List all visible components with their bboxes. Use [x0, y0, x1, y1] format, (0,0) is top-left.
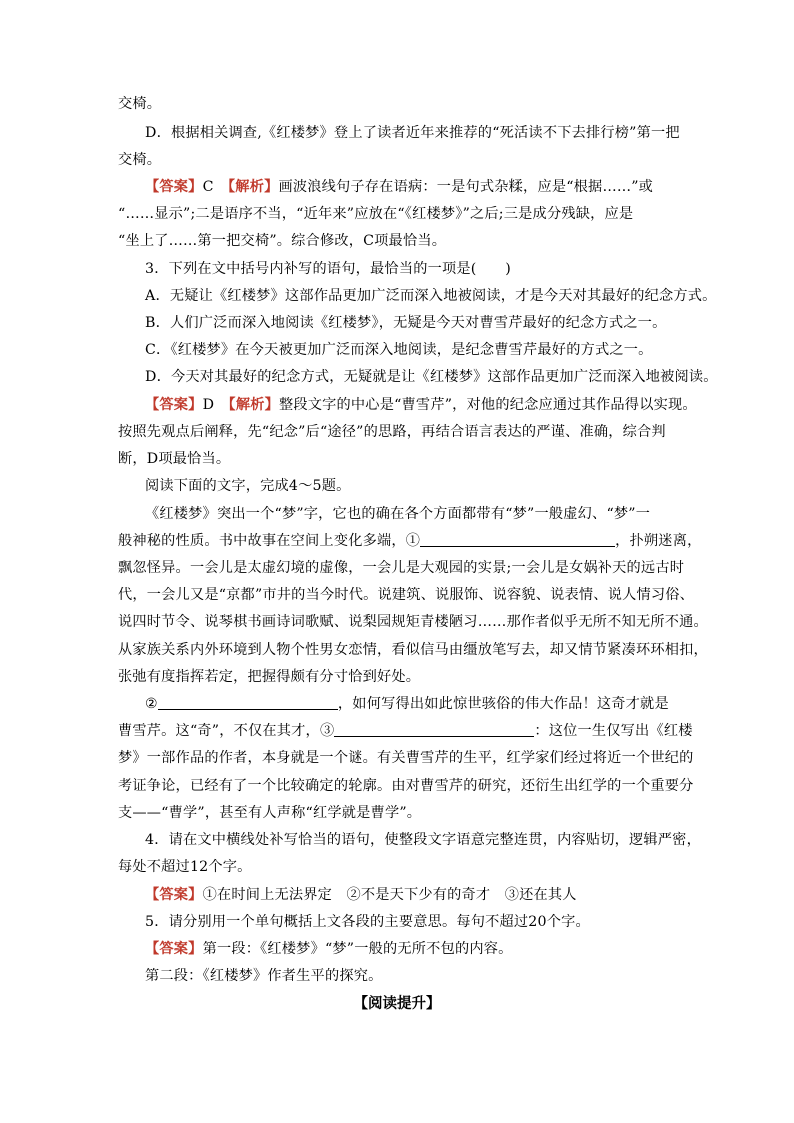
- answer-letter: C: [202, 179, 229, 195]
- blank-1[interactable]: [420, 532, 615, 547]
- answer-tag: 【答案】: [145, 179, 203, 195]
- question-4: 4．请在文中横线处补写恰当的语句，使整段文字语意完整连贯，内容贴切，逻辑严密，: [145, 832, 701, 848]
- text-line: 断，D项最恰当。: [118, 451, 231, 467]
- passage-line: 说四时节令、说琴棋书画诗词歌赋、说梨园规矩青楼陋习……那作者似乎无所不知无所不通。: [118, 614, 708, 630]
- passage-line: 代，一会儿又是“京都”市井的当今时代。说建筑、说服饰、说容貌、说表情、说人情习俗、: [118, 587, 695, 603]
- answer-5: [145, 939, 715, 959]
- passage-text: ：这位一生仅写出《红楼: [534, 723, 693, 739]
- answer-4: [145, 885, 715, 905]
- option-b: B．人们广泛而深入地阅读《红楼梦》，无疑是今天对曹雪芹最好的纪念方式之一。: [145, 315, 667, 331]
- passage-line: 飘忽怪异。一会儿是太虚幻境的虚像，一会儿是大观园的实景;一会儿是女娲补天的远古时: [118, 560, 685, 576]
- text-line: “……显示”;二是语序不当，“近年来”应放在“《红楼梦》”之后;三是成分残缺，应是: [118, 206, 634, 222]
- text-line: 交椅。: [118, 152, 162, 168]
- text-line: 交椅。: [118, 96, 162, 112]
- passage-text: ②: [145, 696, 158, 712]
- reading-instruction: 阅读下面的文字，完成4～5题。: [145, 478, 351, 494]
- question-3: 3．下列在文中括号内补写的语句，最恰当的一项是( ): [145, 261, 511, 277]
- blank-2[interactable]: [158, 695, 338, 710]
- answer-tag: 【答案】: [145, 941, 203, 957]
- passage-line: 《红楼梦》突出一个“梦”字，它也的确在各个方面都带有“梦”一般虚幻、“梦”一: [145, 506, 651, 522]
- answer-letter: D: [202, 397, 229, 413]
- analysis-tag: 【解析】: [228, 179, 279, 195]
- question-5: 5．请分别用一个单句概括上文各段的主要意思。每句不超过20个字。: [145, 914, 590, 930]
- answer-5-cont: 第二段：《红楼梦》作者生平的探究。: [145, 968, 383, 984]
- passage-text: ，如何写得出如此惊世骇俗的伟大作品！这奇才就是: [337, 696, 669, 712]
- blank-3[interactable]: [334, 722, 534, 737]
- passage-line: 张弛有度指挥若定，把握得颇有分寸恰到好处。: [118, 669, 421, 685]
- section-heading: 【阅读提升】: [353, 995, 441, 1012]
- option-d: D．今天对其最好的纪念方式，无疑就是让《红楼梦》这部作品更加广泛而深入地被阅读。: [145, 369, 718, 385]
- question-4-cont: 每处不超过12个字。: [118, 859, 252, 875]
- text-line: “坐上了……第一把交椅”。综合修改，C项最恰当。: [118, 233, 447, 249]
- option-c: C．《红楼梦》在今天被更加广泛而深入地阅读，是纪念曹雪芹最好的方式之一。: [145, 342, 653, 358]
- answer-text: 第一段：《红楼梦》“梦”一般的无所不包的内容。: [202, 941, 513, 957]
- analysis-tag: 【解析】: [228, 397, 279, 413]
- answer-tag: 【答案】: [145, 397, 203, 413]
- answer-text: 画波浪线句子存在语病：一是句式杂糅，应是“根据……”或: [278, 179, 654, 195]
- passage-line: 梦》一部作品的作者，本身就是一个谜。有关曹雪芹的生平，红学家们经过将近一个世纪的: [118, 750, 694, 766]
- passage-line: 从家族关系内外环境到人物个性男女恋情，看似信马由缰放笔写去，却又情节紧凑环环相扣，: [118, 642, 708, 658]
- answer-2: [145, 395, 715, 415]
- answer-1: [145, 177, 715, 197]
- text-line: 按照先观点后阐释，先“纪念”后“途径”的思路，再结合语言表达的严谨、准确，综合判: [118, 424, 666, 440]
- option-d: D．根据相关调查,《红楼梦》登上了读者近年来推荐的“死活读不下去排行榜”第一把: [145, 125, 680, 141]
- answer-text: ①在时间上无法界定 ②不是天下少有的奇才 ③还在其人: [202, 887, 577, 903]
- passage-line: 考证争论，已经有了一个比较确定的轮廓。由对曹雪芹的研究，还衍生出红学的一个重要分: [118, 778, 694, 794]
- option-a: A．无疑让《红楼梦》这部作品更加广泛而深入地被阅读，才是今天对其最好的纪念方式。: [145, 288, 717, 304]
- passage-text: ，扑朔迷离，: [615, 533, 702, 549]
- passage-line: [118, 531, 702, 551]
- passage-text: 般神秘的性质。书中故事在空间上变化多端，①: [118, 533, 421, 549]
- passage-line: [118, 721, 693, 741]
- answer-text: 整段文字的中心是“曹雪芹”，对他的纪念应通过其作品得以实现。: [278, 397, 697, 413]
- passage-line: 支——“曹学”，甚至有人声称“红学就是曹学”。: [118, 805, 422, 821]
- passage-line: [145, 694, 715, 714]
- answer-tag: 【答案】: [145, 887, 203, 903]
- passage-text: 曹雪芹。这“奇”，不仅在其才，③: [118, 723, 335, 739]
